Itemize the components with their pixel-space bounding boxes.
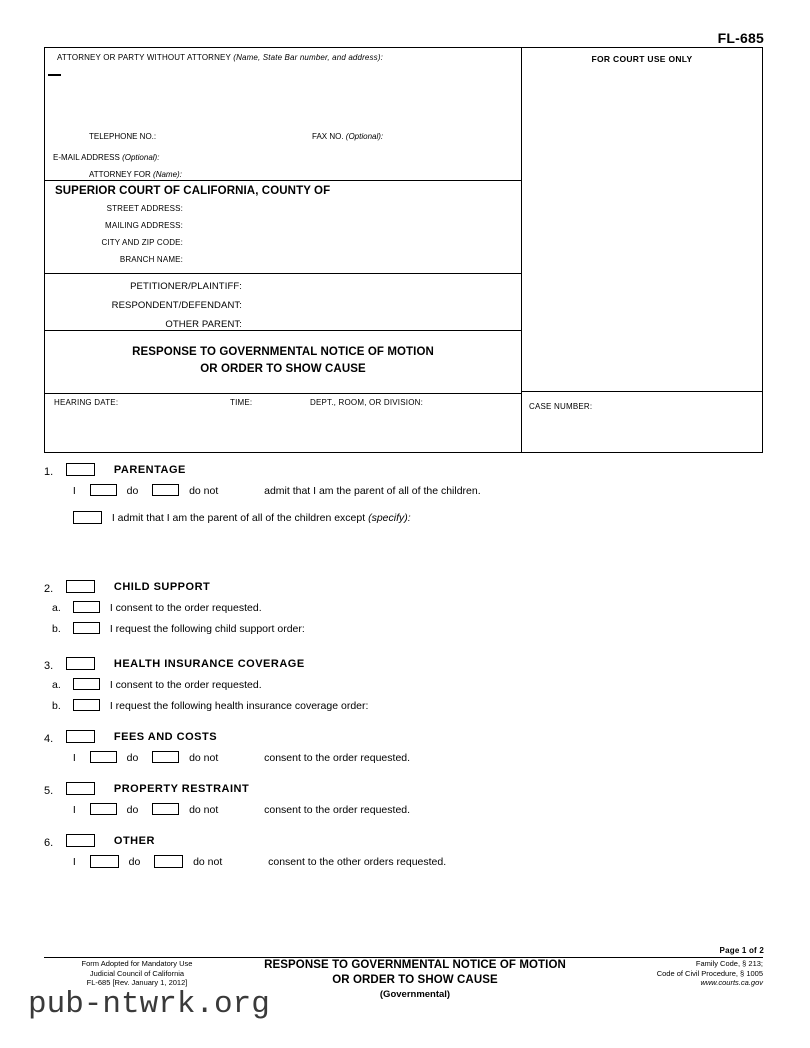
- hearing-row: [45, 394, 521, 454]
- do-label: do: [126, 804, 139, 816]
- child-support-consent-text: I consent to the order requested.: [109, 602, 262, 614]
- fax-label-group: [312, 132, 383, 141]
- court-address-row: [45, 200, 521, 217]
- telephone-label: TELEPHONE NO.:: [89, 132, 157, 141]
- attorney-label-text: ATTORNEY OR PARTY WITHOUT ATTORNEY: [57, 53, 231, 62]
- page-indicator: Page 1 of 2: [719, 946, 764, 955]
- property-consent-text: consent to the order requested.: [264, 804, 411, 816]
- checkbox-child-support[interactable]: [66, 580, 95, 593]
- court-address-row: [45, 217, 521, 234]
- attorney-label-italic: (Name, State Bar number, and address):: [233, 53, 384, 62]
- fax-label: FAX NO.: [312, 132, 344, 141]
- item-number: 3.: [44, 660, 54, 672]
- hearing-date-label: HEARING DATE:: [54, 398, 119, 407]
- do-not-label: do not: [189, 804, 219, 816]
- footer-adoption-info: [47, 959, 227, 988]
- item-number: 6.: [44, 837, 54, 849]
- caption-right-column: [522, 48, 762, 452]
- checkbox-other[interactable]: [66, 834, 95, 847]
- checkbox-fees-do[interactable]: [90, 751, 117, 763]
- checkbox-child-support-consent[interactable]: [73, 601, 100, 613]
- property-consent-row: [44, 800, 763, 821]
- hearing-block[interactable]: [45, 393, 521, 454]
- item-number: 4.: [44, 733, 54, 745]
- parentage-except-label: I admit that I am the parent of all of the children except: [111, 512, 369, 524]
- item-heading-label: FEES AND COSTS: [113, 731, 218, 744]
- footer-citations: [657, 959, 763, 988]
- item-child-support: [44, 577, 763, 640]
- party-row: [45, 277, 521, 296]
- pronoun-i: I: [72, 856, 76, 868]
- checkbox-child-support-request[interactable]: [73, 622, 100, 634]
- checkbox-parentage-except[interactable]: [73, 511, 102, 524]
- do-label: do: [126, 485, 139, 497]
- time-label: TIME:: [230, 398, 253, 407]
- fax-label-italic: (Optional):: [345, 132, 384, 141]
- court-name-label: SUPERIOR COURT OF CALIFORNIA, COUNTY OF: [55, 185, 331, 197]
- case-number-field[interactable]: [522, 391, 762, 452]
- petitioner-label: PETITIONER/PLAINTIFF:: [130, 281, 242, 292]
- footer-url: www.courts.ca.gov: [700, 978, 763, 987]
- parentage-except-text: [112, 512, 411, 524]
- other-consent-row: [44, 852, 763, 873]
- item-fees-and-costs: [44, 727, 763, 769]
- do-label: do: [128, 856, 141, 868]
- watermark: pub-ntwrk.org: [28, 987, 270, 1022]
- item-heading-label: PARENTAGE: [113, 464, 186, 477]
- attorney-for-label: ATTORNEY FOR: [89, 170, 151, 179]
- item-number: 2.: [44, 583, 54, 595]
- item-number: 5.: [44, 785, 54, 797]
- checkbox-parentage-do-not[interactable]: [152, 484, 179, 496]
- footer-title-line3: (Governmental): [379, 989, 451, 1000]
- footer-title: [230, 958, 600, 1000]
- attorney-label: [45, 48, 521, 62]
- footer-title-line1: RESPONSE TO GOVERNMENTAL NOTICE OF MOTION: [264, 959, 566, 971]
- checkbox-parentage-do[interactable]: [90, 484, 117, 496]
- fees-consent-text: consent to the order requested.: [264, 752, 411, 764]
- health-insurance-consent-text: I consent to the order requested.: [109, 679, 262, 691]
- form-items: [44, 460, 763, 873]
- checkbox-health-insurance-consent[interactable]: [73, 678, 100, 690]
- footer-title-line2: OR ORDER TO SHOW CAUSE: [332, 974, 498, 986]
- document-title-block: [45, 330, 521, 393]
- item-heading-row: [44, 460, 763, 481]
- item-heading-row: [44, 831, 763, 852]
- parentage-admit-text: admit that I am the parent of all of the children.: [264, 485, 481, 497]
- fees-consent-row: [44, 748, 763, 769]
- respondent-label: RESPONDENT/DEFENDANT:: [111, 300, 242, 311]
- specify-italic: (specify):: [368, 512, 411, 524]
- margin-tick-mark: [48, 74, 61, 76]
- item-heading-label: HEALTH INSURANCE COVERAGE: [113, 658, 305, 671]
- parentage-except-row: [44, 508, 763, 529]
- attorney-for-row: [89, 170, 182, 179]
- child-support-request-text: I request the following child support order:: [109, 623, 305, 635]
- health-insurance-request-text: I request the following health insurance coverage order:: [109, 700, 369, 712]
- pronoun-i: I: [72, 485, 76, 497]
- checkbox-property-do[interactable]: [90, 803, 117, 815]
- mailing-address-label: MAILING ADDRESS:: [105, 221, 183, 230]
- item-heading-label: PROPERTY RESTRAINT: [113, 783, 250, 796]
- form-number: FL-685: [717, 30, 764, 46]
- case-number-label: CASE NUMBER:: [529, 402, 593, 411]
- for-court-use-only-label: FOR COURT USE ONLY: [591, 54, 693, 64]
- branch-name-label: BRANCH NAME:: [119, 255, 183, 264]
- party-row: [45, 296, 521, 315]
- checkbox-property-restraint[interactable]: [66, 782, 95, 795]
- do-not-label: do not: [189, 485, 219, 497]
- party-lines: [45, 274, 521, 334]
- street-address-label: STREET ADDRESS:: [106, 204, 183, 213]
- checkbox-health-insurance-request[interactable]: [73, 699, 100, 711]
- other-parent-label: OTHER PARENT:: [165, 319, 242, 330]
- checkbox-fees-and-costs[interactable]: [66, 730, 95, 743]
- do-not-label: do not: [193, 856, 223, 868]
- checkbox-fees-do-not[interactable]: [152, 751, 179, 763]
- item-heading-row: [44, 727, 763, 748]
- do-not-label: do not: [189, 752, 219, 764]
- parentage-admit-row: [44, 481, 763, 502]
- dept-room-division-label: DEPT., ROOM, OR DIVISION:: [310, 398, 424, 407]
- health-insurance-request-row: [44, 696, 763, 717]
- court-address-lines: [45, 200, 521, 268]
- child-support-request-row: [44, 619, 763, 640]
- footer-adopted-line2: Judicial Council of California: [89, 968, 185, 978]
- caption-left-column: [45, 48, 522, 452]
- health-insurance-consent-row: [44, 675, 763, 696]
- court-block[interactable]: [45, 180, 521, 273]
- checkbox-parentage[interactable]: [66, 463, 95, 476]
- footer-cite-line1: Family Code, § 213;: [695, 959, 763, 968]
- item-other: [44, 831, 763, 873]
- sub-letter: b.: [52, 623, 61, 635]
- item-parentage: [44, 460, 763, 529]
- checkbox-health-insurance[interactable]: [66, 657, 95, 670]
- email-label-italic: (Optional):: [122, 153, 160, 162]
- city-zip-label: CITY AND ZIP CODE:: [101, 238, 183, 247]
- court-address-row: [45, 251, 521, 268]
- document-title-line1: RESPONSE TO GOVERNMENTAL NOTICE OF MOTION: [132, 346, 434, 358]
- item-heading-row: [44, 779, 763, 800]
- item-number: 1.: [44, 466, 54, 478]
- footer-cite-line2: Code of Civil Procedure, § 1005: [656, 968, 763, 978]
- checkbox-other-do[interactable]: [90, 855, 119, 868]
- sub-letter: b.: [52, 700, 61, 712]
- item-health-insurance: [44, 654, 763, 717]
- email-row: [53, 153, 159, 162]
- item-property-restraint: [44, 779, 763, 821]
- attorney-for-italic: (Name):: [153, 170, 182, 179]
- caption-table: [44, 47, 763, 453]
- court-address-row: [45, 234, 521, 251]
- sub-letter: a.: [52, 679, 61, 691]
- item-heading-row: [44, 577, 763, 598]
- pronoun-i: I: [72, 752, 76, 764]
- email-label: E-MAIL ADDRESS: [53, 153, 120, 162]
- pronoun-i: I: [72, 804, 76, 816]
- item-heading-label: CHILD SUPPORT: [113, 581, 211, 594]
- do-label: do: [126, 752, 139, 764]
- checkbox-other-do-not[interactable]: [154, 855, 183, 868]
- footer-adopted-line1: Form Adopted for Mandatory Use: [81, 959, 193, 968]
- party-block[interactable]: [45, 273, 521, 330]
- item-heading-row: [44, 654, 763, 675]
- attorney-block[interactable]: [45, 48, 521, 180]
- item-heading-label: OTHER: [113, 835, 155, 848]
- child-support-consent-row: [44, 598, 763, 619]
- footer-adopted-line3: FL-685 [Rev. January 1, 2012]: [86, 978, 188, 987]
- document-title: [45, 331, 521, 378]
- other-consent-text: consent to the other orders requested.: [268, 856, 447, 868]
- sub-letter: a.: [52, 602, 61, 614]
- checkbox-property-do-not[interactable]: [152, 803, 179, 815]
- document-title-line2: OR ORDER TO SHOW CAUSE: [200, 363, 366, 375]
